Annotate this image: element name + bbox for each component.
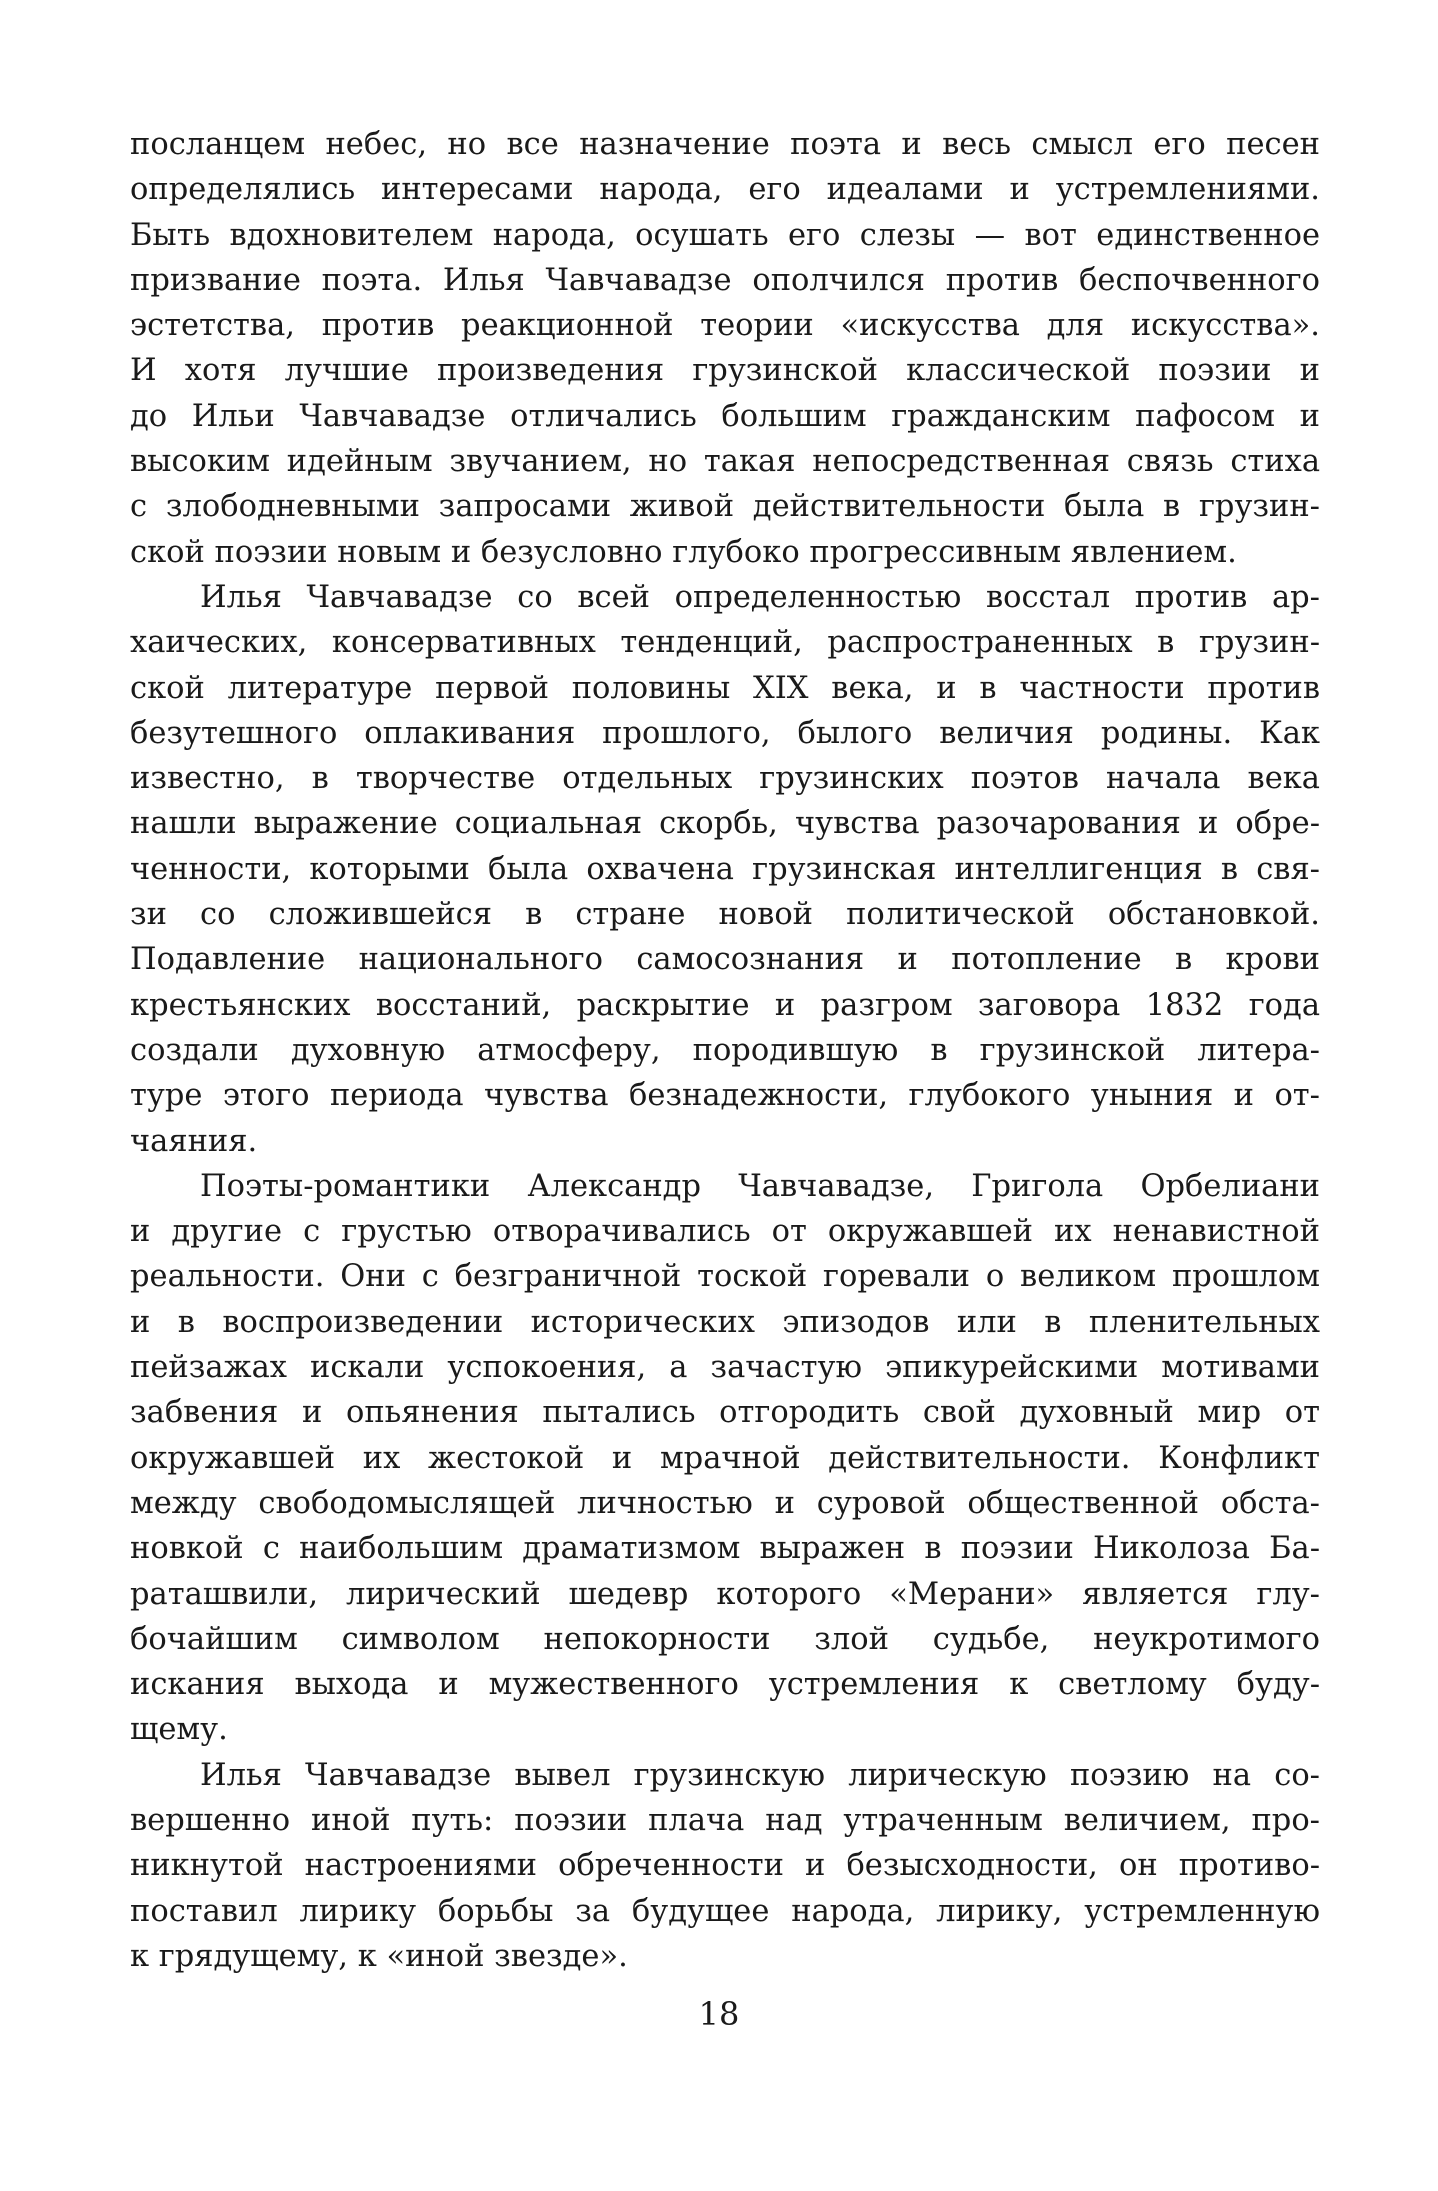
text-line: Быть вдохновителем народа, осушать его слезы — вот единственное [130, 217, 1320, 253]
paragraph [130, 575, 1320, 1164]
text-line: искания выхода и мужественного устремления к светлому буду- [130, 1667, 1320, 1703]
text-line: нашли выражение социальная скорбь, чувства разочарования и обре- [130, 806, 1320, 842]
text-line: реальности. Они с безграничной тоской горевали о великом прошлом [130, 1259, 1320, 1295]
body-text [130, 122, 1320, 1979]
text-line: забвения и опьянения пытались отгородить свой духовный мир от [130, 1395, 1320, 1431]
text-line: вершенно иной путь: поэзии плача над утраченным величием, про- [130, 1802, 1320, 1838]
page-number: 18 [698, 1995, 740, 2033]
text-line: определялись интересами народа, его идеалами и устремлениями. [130, 172, 1320, 208]
text-line: новкой с наибольшим драматизмом выражен в поэзии Николоза Ба- [130, 1531, 1320, 1567]
text-line: и другие с грустью отворачивались от окружавшей их ненавистной [130, 1214, 1320, 1250]
text-line: эстетства, против реакционной теории «искусства для искусства». [130, 308, 1320, 344]
text-line: высоким идейным звучанием, но такая непосредственная связь стиха [130, 444, 1320, 480]
text-line: раташвили, лирический шедевр которого «Мерани» является глу- [130, 1576, 1320, 1612]
text-line: Илья Чавчавадзе вывел грузинскую лирическую поэзию на со- [200, 1757, 1320, 1793]
text-line: ченности, которыми была охвачена грузинская интеллигенция в свя- [130, 851, 1320, 887]
text-line: Илья Чавчавадзе со всей определенностью восстал против ар- [200, 579, 1320, 615]
text-line: бочайшим символом непокорности злой судьбе, неукротимого [130, 1621, 1320, 1657]
text-line: безутешного оплакивания прошлого, былого величия родины. Как [130, 715, 1320, 751]
text-line: к грядущему, к «иной звезде». [130, 1938, 628, 1974]
paragraph [130, 1164, 1320, 1753]
text-line: чаяния. [130, 1123, 258, 1159]
text-line: хаических, консервативных тенденций, распространенных в грузин- [130, 625, 1320, 661]
text-line: пейзажах искали успокоения, а зачастую эпикурейскими мотивами [130, 1350, 1320, 1386]
text-line: создали духовную атмосферу, породившую в грузинской литера- [130, 1032, 1320, 1068]
text-line: и в воспроизведении исторических эпизодов или в пленительных [130, 1304, 1320, 1340]
text-line: Подавление национального самосознания и потопление в крови [130, 942, 1320, 978]
text-line: известно, в творчестве отдельных грузинских поэтов начала века [130, 761, 1320, 797]
text-line: между свободомыслящей личностью и суровой общественной обста- [130, 1485, 1320, 1521]
text-line: Поэты-романтики Александр Чавчавадзе, Григола Орбелиани [200, 1168, 1320, 1204]
paragraph [130, 122, 1320, 575]
text-line: туре этого периода чувства безнадежности, глубокого уныния и от- [130, 1078, 1320, 1114]
text-line: И хотя лучшие произведения грузинской классической поэзии и [130, 353, 1320, 389]
text-line: с злободневными запросами живой действительности была в грузин- [130, 489, 1320, 525]
text-line: крестьянских восстаний, раскрытие и разгром заговора 1832 года [130, 987, 1320, 1023]
text-line: посланцем небес, но все назначение поэта и весь смысл его песен [130, 127, 1320, 162]
text-line: ской литературе первой половины XIX века, и в частности против [130, 670, 1320, 706]
text-line: поставил лирику борьбы за будущее народа, лирику, устремленную [130, 1893, 1320, 1929]
text-line: призвание поэта. Илья Чавчавадзе ополчился против беспочвенного [130, 262, 1320, 298]
text-line: до Ильи Чавчавадзе отличались большим гражданским пафосом и [130, 398, 1320, 434]
text-line: ской поэзии новым и безусловно глубоко прогрессивным явлением. [130, 534, 1237, 570]
paragraph [130, 1753, 1320, 1979]
text-line: щему. [130, 1712, 228, 1748]
text-line: зи со сложившейся в стране новой политической обстановкой. [130, 897, 1320, 933]
text-line: никнутой настроениями обреченности и безысходности, он противо- [130, 1848, 1320, 1884]
text-line: окружавшей их жестокой и мрачной действительности. Конфликт [130, 1440, 1320, 1476]
